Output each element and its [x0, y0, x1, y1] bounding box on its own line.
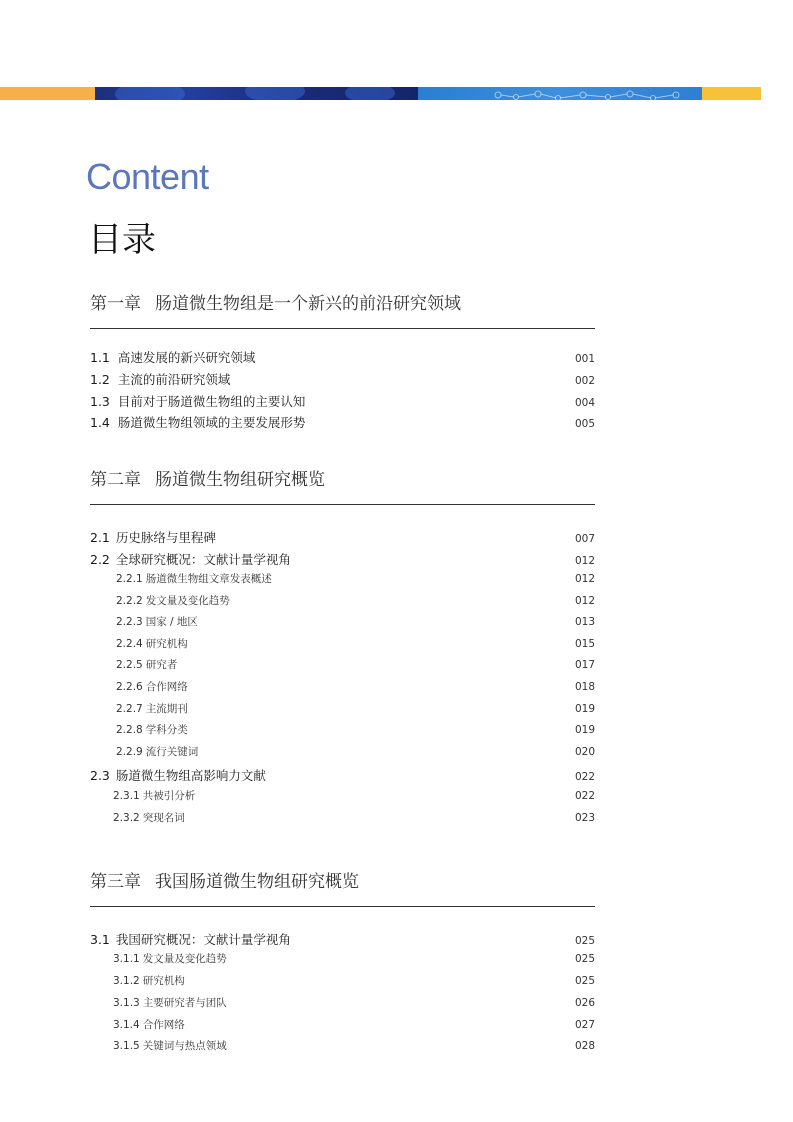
toc-entry-title [90, 930, 291, 948]
toc-entry-title [90, 614, 198, 629]
toc-entry-number: 1.4 [90, 415, 110, 430]
toc-entry[interactable] [90, 571, 595, 586]
toc-entry-title [90, 550, 291, 568]
toc-entry[interactable] [90, 810, 595, 825]
band-molecule-pattern [418, 89, 702, 100]
toc-entry[interactable] [90, 744, 595, 759]
toc-entry-title [90, 973, 185, 988]
toc-page-number: 019 [574, 703, 595, 715]
toc-entry-number: 2.2.6 [116, 681, 143, 693]
chapter-divider [90, 328, 595, 329]
toc-entry[interactable] [90, 788, 595, 803]
toc-entry-text: 我国研究概况：文献计量学视角 [115, 932, 291, 947]
chapter-label: 第三章 [90, 872, 141, 892]
toc-page-number: 004 [574, 397, 595, 409]
toc-entry-text: 主流期刊 [145, 703, 188, 715]
toc-entry-text: 突现名词 [142, 812, 185, 824]
toc-entry-title [90, 636, 188, 651]
toc-entry-text: 合作网络 [142, 1019, 185, 1031]
toc-entry[interactable] [90, 392, 595, 410]
toc-entry-text: 关键词与热点领域 [142, 1040, 227, 1052]
toc-entry-title [90, 788, 195, 803]
toc-page-number: 018 [574, 681, 595, 693]
toc-entry-text: 主要研究者与团队 [142, 997, 227, 1009]
toc-entry[interactable] [90, 679, 595, 694]
toc-page-number: 012 [574, 595, 595, 607]
chapter-divider [90, 906, 595, 907]
toc-entry-text: 学科分类 [145, 724, 188, 736]
toc-page-number: 012 [574, 555, 595, 567]
toc-entry-number: 2.2.7 [116, 703, 143, 715]
toc-page-number: 025 [574, 953, 595, 965]
toc-entry-text: 发文量及变化趋势 [142, 953, 227, 965]
band-orange-segment [0, 87, 95, 100]
toc-entry-number: 2.2.5 [116, 659, 143, 671]
toc-entry[interactable] [90, 701, 595, 716]
toc-page-number: 015 [574, 638, 595, 650]
toc-entry[interactable] [90, 593, 595, 608]
chapter-title: 肠道微生物组是一个新兴的前沿研究领域 [155, 294, 461, 314]
toc-entry-text: 肠道微生物组高影响力文献 [115, 768, 266, 783]
toc-entry-title [90, 657, 177, 672]
toc-entry-title [90, 1017, 185, 1032]
toc-entry-text: 肠道微生物组领域的主要发展形势 [117, 415, 306, 430]
chapter-heading [90, 870, 595, 894]
toc-entry-title [90, 571, 272, 586]
toc-entry-number: 3.1.2 [113, 975, 140, 987]
toc-entry-number: 3.1.3 [113, 997, 140, 1009]
toc-entry-text: 高速发展的新兴研究领域 [117, 350, 256, 365]
toc-entry-title [90, 722, 188, 737]
toc-entry[interactable] [90, 413, 595, 431]
toc-entry-text: 全球研究概况：文献计量学视角 [115, 552, 291, 567]
toc-entry-text: 研究机构 [145, 638, 188, 650]
toc-page-number: 013 [574, 616, 595, 628]
chapter-1 [90, 292, 595, 430]
toc-entry[interactable] [90, 930, 595, 948]
toc-entry-title [90, 701, 188, 716]
chapter-label: 第一章 [90, 294, 141, 314]
toc-entry[interactable] [90, 1038, 595, 1053]
toc-entry-text: 研究者 [145, 659, 178, 671]
toc-entry-text: 历史脉络与里程碑 [115, 530, 216, 545]
toc-entry[interactable] [90, 722, 595, 737]
toc-entry[interactable] [90, 528, 595, 546]
toc-entry-text: 肠道微生物组文章发表概述 [145, 573, 272, 585]
toc-entry-text: 流行关键词 [145, 746, 199, 758]
chapter-3 [90, 870, 595, 1052]
chapter-heading [90, 292, 595, 316]
toc-entry[interactable] [90, 550, 595, 568]
toc-entry-title [90, 951, 227, 966]
toc-page-number: 027 [574, 1019, 595, 1031]
toc-entry-text: 合作网络 [145, 681, 188, 693]
chapter-divider [90, 504, 595, 505]
band-blue-pattern-segment [418, 87, 702, 100]
toc-entry-title [90, 370, 230, 388]
toc-entry[interactable] [90, 614, 595, 629]
toc-page-number: 005 [574, 418, 595, 430]
toc-page-number: 023 [574, 812, 595, 824]
toc-entry-title [90, 679, 188, 694]
toc-entry-number: 2.2.8 [116, 724, 143, 736]
toc-page-number: 028 [574, 1040, 595, 1052]
toc-entry-title [90, 413, 305, 431]
toc-entry[interactable] [90, 995, 595, 1010]
toc-entry-text: 目前对于肠道微生物组的主要认知 [117, 394, 306, 409]
toc-entry-text: 共被引分析 [142, 790, 196, 802]
toc-entry-number: 2.2 [90, 552, 110, 567]
toc-entry-title [90, 528, 216, 546]
toc-entry-number: 2.2.3 [116, 616, 143, 628]
toc-entry-number: 2.2.9 [116, 746, 143, 758]
toc-entry[interactable] [90, 348, 595, 366]
band-yellow-segment [702, 87, 761, 100]
toc-entry-title [90, 348, 255, 366]
toc-entry-text: 主流的前沿研究领域 [117, 372, 231, 387]
toc-entry[interactable] [90, 951, 595, 966]
toc-page-number: 022 [574, 771, 595, 783]
chapter-heading [90, 468, 595, 492]
chapter-label: 第二章 [90, 470, 141, 490]
toc-entry-number: 3.1.1 [113, 953, 140, 965]
toc-entry-number: 2.2.1 [116, 573, 143, 585]
toc-page-number: 001 [574, 353, 595, 365]
toc-entry-number: 2.1 [90, 530, 110, 545]
toc-entry[interactable] [90, 370, 595, 388]
toc-entry-number: 2.2.4 [116, 638, 143, 650]
chapter-title: 我国肠道微生物组研究概览 [155, 872, 359, 892]
chapter-title: 肠道微生物组研究概览 [155, 470, 325, 490]
toc-entry-title [90, 1038, 227, 1053]
toc-entry-title [90, 744, 198, 759]
toc-entry-text: 研究机构 [142, 975, 185, 987]
toc-entry-number: 1.3 [90, 394, 110, 409]
toc-entry-text: 国家 / 地区 [145, 616, 198, 628]
toc-entry-number: 3.1.5 [113, 1040, 140, 1052]
toc-title: 目录 [88, 220, 156, 260]
toc-entry-number: 1.2 [90, 372, 110, 387]
chapter-2 [90, 468, 595, 824]
toc-entry[interactable] [90, 1017, 595, 1032]
toc-page-number: 017 [574, 659, 595, 671]
toc-entry[interactable] [90, 973, 595, 988]
toc-page-number: 025 [574, 975, 595, 987]
toc-entry-number: 3.1.4 [113, 1019, 140, 1031]
toc-page-number: 022 [574, 790, 595, 802]
header-color-band [0, 87, 761, 100]
toc-page-number: 007 [574, 533, 595, 545]
toc-entry-number: 3.1 [90, 932, 110, 947]
toc-entry-title [90, 766, 266, 784]
toc-entry-number: 1.1 [90, 350, 110, 365]
toc-page-number: 019 [574, 724, 595, 736]
toc-entry-title [90, 995, 227, 1010]
content-title: Content [86, 156, 209, 197]
toc-entry-number: 2.3 [90, 768, 110, 783]
toc-entry-title [90, 593, 230, 608]
toc-page-number: 012 [574, 573, 595, 585]
toc-entry-number: 2.2.2 [116, 595, 143, 607]
toc-entry-number: 2.3.1 [113, 790, 140, 802]
toc-entry-title [90, 810, 185, 825]
toc-entry[interactable] [90, 636, 595, 651]
toc-page-number: 025 [574, 935, 595, 947]
toc-entry-text: 发文量及变化趋势 [145, 595, 230, 607]
toc-page-number: 002 [574, 375, 595, 387]
band-navy-segment [95, 87, 418, 100]
toc-page-number: 026 [574, 997, 595, 1009]
toc-entry[interactable] [90, 766, 595, 784]
toc-entry[interactable] [90, 657, 595, 672]
toc-page-number: 020 [574, 746, 595, 758]
toc-entry-title [90, 392, 305, 410]
toc-entry-number: 2.3.2 [113, 812, 140, 824]
